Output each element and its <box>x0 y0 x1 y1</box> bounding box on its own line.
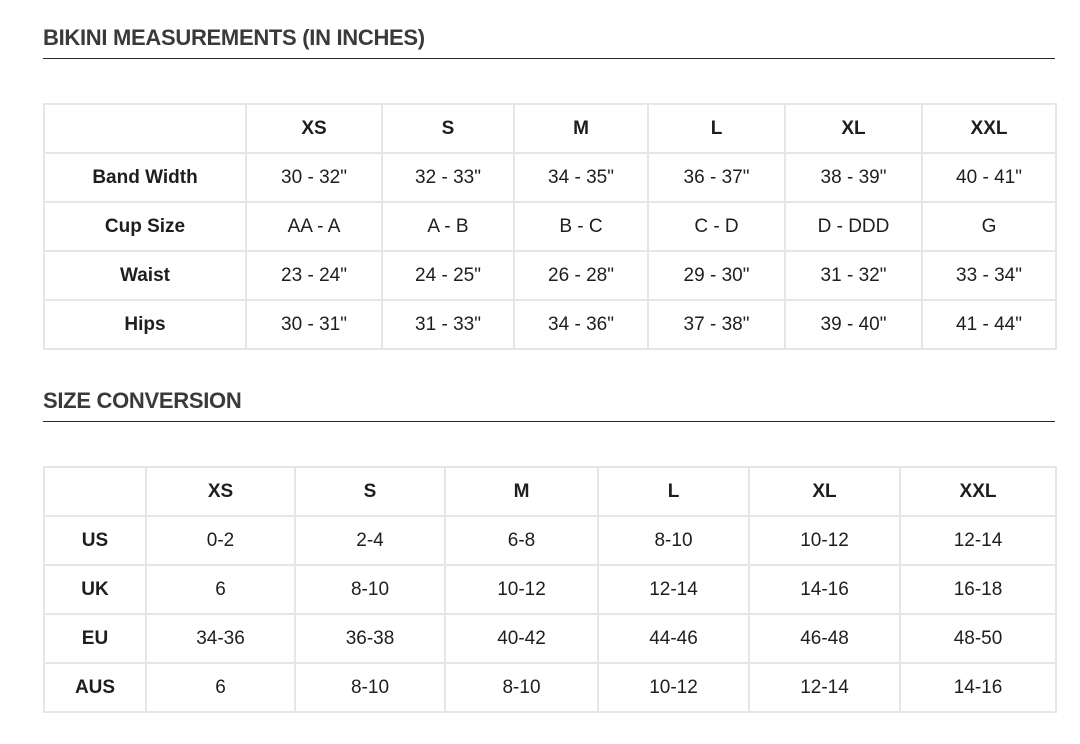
table-cell: 36 - 37" <box>648 153 785 202</box>
size-conversion-table <box>43 466 1057 713</box>
table-cell: 36-38 <box>295 614 445 663</box>
row-label: EU <box>44 614 146 663</box>
table-cell: C - D <box>648 202 785 251</box>
row-label: Waist <box>44 251 246 300</box>
table-cell: AA - A <box>246 202 382 251</box>
size-conversion-title: SIZE CONVERSION <box>43 388 242 413</box>
table-cell: 10-12 <box>445 565 598 614</box>
table-cell: 40-42 <box>445 614 598 663</box>
row-label: Cup Size <box>44 202 246 251</box>
header-cell: XS <box>146 467 295 516</box>
bikini-measurements-table <box>43 103 1057 350</box>
table-cell: 30 - 32" <box>246 153 382 202</box>
table-cell: 8-10 <box>295 663 445 712</box>
row-label: AUS <box>44 663 146 712</box>
table-cell: 23 - 24" <box>246 251 382 300</box>
table-cell: 6-8 <box>445 516 598 565</box>
table-row <box>44 202 1056 251</box>
table-cell: 46-48 <box>749 614 900 663</box>
table-cell: 31 - 33" <box>382 300 514 349</box>
table-cell: 8-10 <box>445 663 598 712</box>
table-cell: 32 - 33" <box>382 153 514 202</box>
table-cell: 12-14 <box>900 516 1056 565</box>
header-cell: XL <box>785 104 922 153</box>
header-cell: S <box>295 467 445 516</box>
table-cell: 14-16 <box>900 663 1056 712</box>
table-cell: 8-10 <box>598 516 749 565</box>
table-cell: 29 - 30" <box>648 251 785 300</box>
table-cell: 38 - 39" <box>785 153 922 202</box>
section-divider <box>43 58 1055 59</box>
table-cell: 0-2 <box>146 516 295 565</box>
table-cell: 44-46 <box>598 614 749 663</box>
table-row <box>44 516 1056 565</box>
header-cell: XL <box>749 467 900 516</box>
header-cell: M <box>514 104 648 153</box>
table-row <box>44 663 1056 712</box>
header-cell: XXL <box>922 104 1056 153</box>
header-cell: XS <box>246 104 382 153</box>
table-cell: 24 - 25" <box>382 251 514 300</box>
table-cell: 16-18 <box>900 565 1056 614</box>
header-cell: L <box>648 104 785 153</box>
table-cell: 31 - 32" <box>785 251 922 300</box>
table-cell: 10-12 <box>749 516 900 565</box>
header-cell: M <box>445 467 598 516</box>
table-header-row <box>44 467 1056 516</box>
table-cell: 6 <box>146 663 295 712</box>
table-cell: 14-16 <box>749 565 900 614</box>
table-cell: 48-50 <box>900 614 1056 663</box>
header-cell: S <box>382 104 514 153</box>
section-divider <box>43 421 1055 422</box>
table-cell: G <box>922 202 1056 251</box>
table-cell: 12-14 <box>749 663 900 712</box>
row-label: Hips <box>44 300 246 349</box>
bikini-measurements-title: BIKINI MEASUREMENTS (IN INCHES) <box>43 25 425 50</box>
table-row <box>44 153 1056 202</box>
table-cell: 10-12 <box>598 663 749 712</box>
table-cell: D - DDD <box>785 202 922 251</box>
header-cell <box>44 104 246 153</box>
table-cell: 34 - 36" <box>514 300 648 349</box>
header-cell: L <box>598 467 749 516</box>
table-row <box>44 565 1056 614</box>
header-cell: XXL <box>900 467 1056 516</box>
table-cell: 41 - 44" <box>922 300 1056 349</box>
table-cell: 2-4 <box>295 516 445 565</box>
row-label: US <box>44 516 146 565</box>
table-cell: 37 - 38" <box>648 300 785 349</box>
table-cell: A - B <box>382 202 514 251</box>
row-label: Band Width <box>44 153 246 202</box>
table-cell: 34-36 <box>146 614 295 663</box>
table-cell: 39 - 40" <box>785 300 922 349</box>
table-cell: 8-10 <box>295 565 445 614</box>
table-row <box>44 614 1056 663</box>
table-cell: 26 - 28" <box>514 251 648 300</box>
table-cell: 12-14 <box>598 565 749 614</box>
table-row <box>44 300 1056 349</box>
header-cell <box>44 467 146 516</box>
table-cell: 6 <box>146 565 295 614</box>
row-label: UK <box>44 565 146 614</box>
table-cell: 33 - 34" <box>922 251 1056 300</box>
table-cell: 40 - 41" <box>922 153 1056 202</box>
table-cell: B - C <box>514 202 648 251</box>
table-header-row <box>44 104 1056 153</box>
table-cell: 30 - 31" <box>246 300 382 349</box>
table-cell: 34 - 35" <box>514 153 648 202</box>
table-row <box>44 251 1056 300</box>
